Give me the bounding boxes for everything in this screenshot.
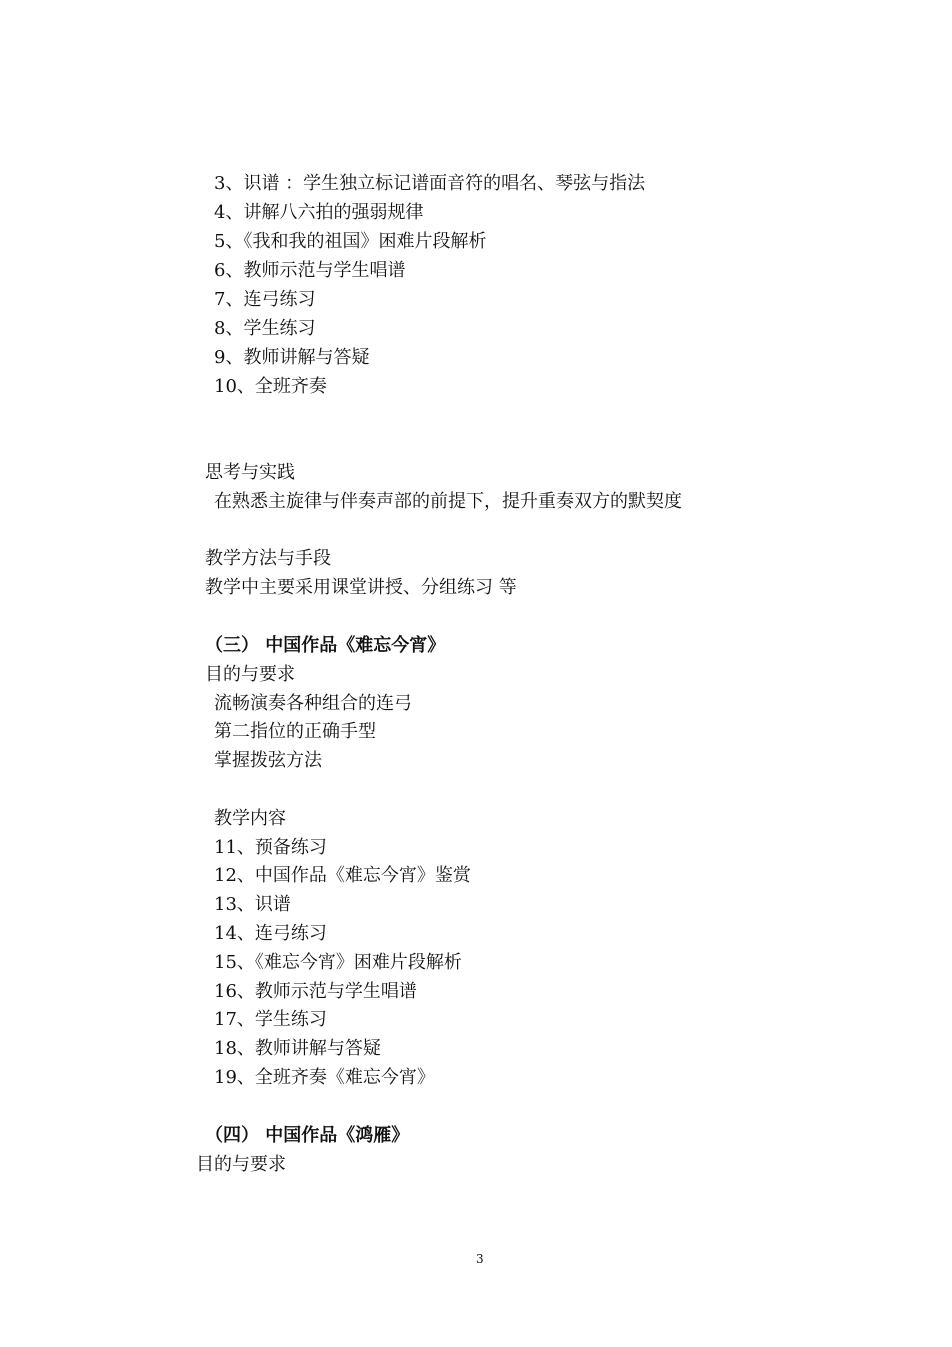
content-item: 11、预备练习 — [214, 837, 327, 858]
thinking-text: 在熟悉主旋律与伴奏声部的前提下，提升重奏双方的默契度 — [214, 491, 682, 512]
list-item: 10、全班齐奏 — [214, 376, 327, 397]
content-item: 18、教师讲解与答疑 — [214, 1038, 381, 1059]
goals-heading: 目的与要求 — [205, 664, 295, 685]
content-heading: 教学内容 — [214, 808, 286, 829]
list-item: 4、讲解八六拍的强弱规律 — [214, 202, 424, 223]
content-item: 15、《难忘今宵》困难片段解析 — [214, 952, 462, 973]
content-item: 13、识谱 — [214, 894, 291, 915]
content-item: 16、教师示范与学生唱谱 — [214, 981, 417, 1002]
methods-heading: 教学方法与手段 — [205, 548, 331, 569]
list-item: 8、学生练习 — [214, 318, 316, 339]
section-heading: （三） 中国作品《难忘今宵》 — [205, 635, 446, 656]
goal-item: 流畅演奏各种组合的连弓 — [214, 693, 412, 714]
section-heading: （四） 中国作品《鸿雁》 — [205, 1125, 410, 1146]
content-item: 12、中国作品《难忘今宵》鉴赏 — [214, 865, 471, 886]
content-item: 19、全班齐奏《难忘今宵》 — [214, 1067, 435, 1088]
goals-heading: 目的与要求 — [196, 1154, 286, 1175]
content-item: 17、学生练习 — [214, 1009, 327, 1030]
list-item: 9、教师讲解与答疑 — [214, 347, 370, 368]
list-item: 6、教师示范与学生唱谱 — [214, 260, 406, 281]
methods-text: 教学中主要采用课堂讲授、分组练习 等 — [205, 577, 517, 598]
content-item: 14、连弓练习 — [214, 923, 327, 944]
list-item: 3、识谱 ：学生独立标记谱面音符的唱名、琴弦与指法 — [214, 173, 646, 194]
goal-item: 第二指位的正确手型 — [214, 721, 376, 742]
list-item: 7、连弓练习 — [214, 289, 316, 310]
page-number: 3 — [476, 1252, 484, 1266]
thinking-heading: 思考与实践 — [205, 462, 295, 483]
goal-item: 掌握拨弦方法 — [214, 750, 322, 771]
list-item: 5、《我和我的祖国》困难片段解析 — [214, 231, 487, 252]
